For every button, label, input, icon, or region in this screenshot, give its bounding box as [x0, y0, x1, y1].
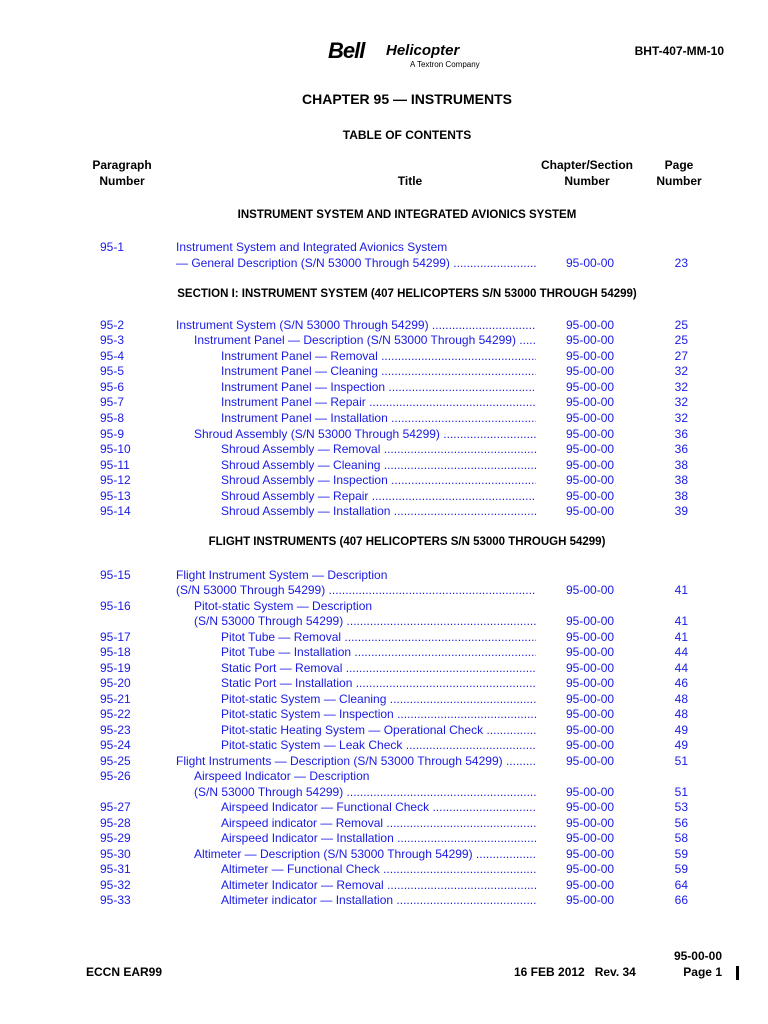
entry-title[interactable]: Instrument Panel — Inspection .....	[221, 379, 536, 395]
entry-title[interactable]: Pitot Tube — Installation .....	[221, 644, 536, 660]
toc-entry[interactable]	[0, 317, 768, 333]
entry-title[interactable]: Shroud Assembly — Installation .....	[221, 503, 536, 519]
column-header-page	[650, 157, 708, 189]
entry-number: 95-26	[100, 769, 131, 783]
column-header-page-line1: Page	[664, 158, 694, 172]
column-header-title: Title	[397, 174, 423, 188]
entry-page: 23	[674, 256, 688, 270]
toc-entry[interactable]	[0, 426, 768, 442]
entry-chapter-section: 95-00-00	[566, 411, 615, 425]
entry-number: 95-7	[100, 395, 125, 409]
toc-entry[interactable]	[0, 737, 768, 753]
entry-page: 38	[674, 489, 688, 503]
entry-title[interactable]: Instrument Panel — Removal .....	[221, 348, 536, 364]
column-header-page-line2: Number	[656, 174, 702, 188]
entry-title[interactable]: Altimeter indicator — Installation .....	[221, 892, 536, 908]
entry-number: 95-32	[100, 878, 131, 892]
entry-number: 95-30	[100, 847, 131, 861]
entry-number: 95-16	[100, 599, 131, 613]
entry-title[interactable]: Shroud Assembly — Cleaning .....	[221, 457, 536, 473]
entry-page: 48	[674, 707, 688, 721]
logo-brand: Bell	[328, 38, 365, 63]
entry-number: 95-19	[100, 661, 131, 675]
entry-number: 95-18	[100, 645, 131, 659]
entry-title[interactable]: Shroud Assembly — Repair .....	[221, 488, 536, 504]
entry-page: 51	[674, 754, 688, 768]
toc-entry[interactable]	[0, 691, 768, 707]
toc-entry[interactable]	[0, 768, 768, 784]
entry-chapter-section: 95-00-00	[566, 862, 615, 876]
toc-entry[interactable]	[0, 598, 768, 614]
entry-number: 95-8	[100, 411, 125, 425]
toc-entry[interactable]	[0, 488, 768, 504]
entry-number: 95-23	[100, 723, 131, 737]
entry-page: 41	[674, 614, 688, 628]
entry-number: 95-21	[100, 692, 131, 706]
toc-entry[interactable]	[0, 784, 768, 800]
toc-entry[interactable]	[0, 660, 768, 676]
column-header-chsec-line1: Chapter/Section	[540, 158, 633, 172]
entry-number: 95-1	[100, 240, 125, 254]
entry-number: 95-24	[100, 738, 131, 752]
toc-entry[interactable]	[0, 644, 768, 660]
entry-chapter-section: 95-00-00	[566, 785, 615, 799]
entry-chapter-section: 95-00-00	[566, 754, 615, 768]
entry-page: 48	[674, 692, 688, 706]
entry-chapter-section: 95-00-00	[566, 395, 615, 409]
entry-title[interactable]: (S/N 53000 Through 54299) .....	[194, 784, 536, 800]
entry-chapter-section: 95-00-00	[566, 878, 615, 892]
entry-page: 64	[674, 878, 688, 892]
chapter-title: CHAPTER 95 — INSTRUMENTS	[301, 91, 513, 107]
entry-chapter-section: 95-00-00	[566, 489, 615, 503]
entry-page: 58	[674, 831, 688, 845]
entry-page: 46	[674, 676, 688, 690]
toc-entry[interactable]	[0, 846, 768, 862]
entry-page: 59	[674, 847, 688, 861]
entry-chapter-section: 95-00-00	[566, 614, 615, 628]
toc-entry[interactable]	[0, 239, 768, 255]
entry-title[interactable]: (S/N 53000 Through 54299) .....	[176, 582, 536, 598]
entry-page: 41	[674, 583, 688, 597]
entry-page: 32	[674, 364, 688, 378]
entry-number: 95-15	[100, 568, 131, 582]
entry-chapter-section: 95-00-00	[566, 630, 615, 644]
entry-chapter-section: 95-00-00	[566, 504, 615, 518]
entry-number: 95-4	[100, 349, 125, 363]
footer-section-number: 95-00-00	[673, 949, 722, 963]
entry-chapter-section: 95-00-00	[566, 256, 615, 270]
toc-entry[interactable]	[0, 629, 768, 645]
column-header-paragraph	[84, 157, 160, 189]
entry-title[interactable]: Pitot-static System — Cleaning .....	[221, 691, 536, 707]
entry-number: 95-28	[100, 816, 131, 830]
entry-page: 49	[674, 738, 688, 752]
entry-chapter-section: 95-00-00	[566, 473, 615, 487]
document-number: BHT-407-MM-10	[634, 44, 724, 58]
revision-change-bar	[736, 966, 739, 980]
entry-chapter-section: 95-00-00	[566, 692, 615, 706]
entry-title[interactable]: Shroud Assembly — Removal .....	[221, 441, 536, 457]
entry-page: 32	[674, 395, 688, 409]
toc-entry[interactable]	[0, 503, 768, 519]
entry-chapter-section: 95-00-00	[566, 816, 615, 830]
section-heading: FLIGHT INSTRUMENTS (407 HELICOPTERS S/N 53000 THROUGH 54299)	[208, 536, 606, 548]
toc-entry[interactable]	[0, 394, 768, 410]
toc-entry[interactable]	[0, 363, 768, 379]
toc-entry[interactable]	[0, 457, 768, 473]
entry-number: 95-22	[100, 707, 131, 721]
entry-page: 56	[674, 816, 688, 830]
entry-chapter-section: 95-00-00	[566, 458, 615, 472]
entry-title[interactable]: Altimeter — Functional Check .....	[221, 861, 536, 877]
entry-title[interactable]: Pitot Tube — Removal .....	[221, 629, 536, 645]
column-header-paragraph-line2: Number	[99, 174, 145, 188]
section-heading: SECTION I: INSTRUMENT SYSTEM (407 HELICOPTERS S/N 53000 THROUGH 54299)	[177, 288, 637, 300]
entry-number: 95-10	[100, 442, 131, 456]
toc-entry[interactable]	[0, 379, 768, 395]
entry-page: 32	[674, 380, 688, 394]
entry-chapter-section: 95-00-00	[566, 707, 615, 721]
entry-number: 95-13	[100, 489, 131, 503]
entry-chapter-section: 95-00-00	[566, 847, 615, 861]
toc-entry[interactable]	[0, 830, 768, 846]
entry-page: 32	[674, 411, 688, 425]
toc-entry[interactable]	[0, 472, 768, 488]
entry-page: 39	[674, 504, 688, 518]
toc-title: TABLE OF CONTENTS	[342, 128, 472, 142]
entry-title[interactable]: Pitot-static System — Inspection .....	[221, 706, 536, 722]
toc-entry[interactable]	[0, 706, 768, 722]
column-header-chsec-line2: Number	[564, 174, 610, 188]
entry-number: 95-27	[100, 800, 131, 814]
entry-number: 95-11	[100, 458, 130, 472]
entry-title[interactable]: Instrument System (S/N 53000 Through 54299) .....	[176, 317, 536, 333]
entry-title[interactable]: Flight Instruments — Description (S/N 53000 Through 54299) .....	[176, 753, 536, 769]
entry-title[interactable]: Static Port — Installation .....	[221, 675, 536, 691]
entry-number: 95-17	[100, 630, 131, 644]
entry-number: 95-5	[100, 364, 125, 378]
toc-entry[interactable]	[0, 799, 768, 815]
entry-chapter-section: 95-00-00	[566, 427, 615, 441]
entry-chapter-section: 95-00-00	[566, 676, 615, 690]
entry-chapter-section: 95-00-00	[566, 380, 615, 394]
footer-page-number: Page 1	[683, 965, 722, 979]
toc-entry[interactable]	[0, 753, 768, 769]
entry-page: 66	[674, 893, 688, 907]
toc-entry[interactable]	[0, 815, 768, 831]
toc-entry[interactable]	[0, 877, 768, 893]
entry-number: 95-14	[100, 504, 131, 518]
entry-chapter-section: 95-00-00	[566, 893, 615, 907]
entry-chapter-section: 95-00-00	[566, 333, 615, 347]
entry-chapter-section: 95-00-00	[566, 800, 615, 814]
entry-page: 53	[674, 800, 688, 814]
entry-title[interactable]: Pitot-static Heating System — Operational Check .....	[221, 722, 536, 738]
toc-entry[interactable]	[0, 675, 768, 691]
entry-title[interactable]: Airspeed Indicator — Description	[194, 769, 370, 783]
entry-title[interactable]: Altimeter — Description (S/N 53000 Through 54299) .....	[194, 846, 536, 862]
toc-entry[interactable]	[0, 582, 768, 598]
entry-number: 95-2	[100, 318, 125, 332]
entry-chapter-section: 95-00-00	[566, 723, 615, 737]
entry-page: 38	[674, 473, 688, 487]
entry-title[interactable]: Flight Instrument System — Description	[176, 568, 388, 582]
entry-number: 95-6	[100, 380, 125, 394]
entry-page: 44	[674, 645, 688, 659]
entry-chapter-section: 95-00-00	[566, 583, 615, 597]
entry-page: 41	[674, 630, 688, 644]
entry-chapter-section: 95-00-00	[566, 318, 615, 332]
toc-entry[interactable]	[0, 410, 768, 426]
toc-entry[interactable]	[0, 613, 768, 629]
entry-title[interactable]: — General Description (S/N 53000 Through 54299) .....	[176, 255, 536, 271]
entry-number: 95-29	[100, 831, 131, 845]
entry-title[interactable]: Pitot-static System — Description	[194, 599, 373, 613]
entry-number: 95-25	[100, 754, 131, 768]
toc-entry[interactable]	[0, 441, 768, 457]
toc-entry[interactable]	[0, 861, 768, 877]
section-heading: INSTRUMENT SYSTEM AND INTEGRATED AVIONICS SYSTEM	[237, 209, 577, 221]
toc-entry[interactable]	[0, 348, 768, 364]
toc-entry[interactable]	[0, 892, 768, 908]
entry-title[interactable]: Airspeed Indicator — Functional Check .....	[221, 799, 536, 815]
entry-title[interactable]: Instrument Panel — Repair .....	[221, 394, 536, 410]
toc-entry[interactable]	[0, 567, 768, 583]
toc-entry[interactable]	[0, 722, 768, 738]
column-header-chapter-section	[532, 157, 642, 189]
entry-title[interactable]: Instrument Panel — Cleaning .....	[221, 363, 536, 379]
entry-page: 25	[674, 318, 688, 332]
logo-product: Helicopter	[386, 42, 460, 59]
entry-page: 36	[674, 427, 688, 441]
toc-entry[interactable]	[0, 332, 768, 348]
entry-title[interactable]: Airspeed Indicator — Installation .....	[221, 830, 536, 846]
entry-chapter-section: 95-00-00	[566, 645, 615, 659]
bell-helicopter-logo	[328, 38, 498, 72]
entry-title[interactable]: Shroud Assembly — Inspection .....	[221, 472, 536, 488]
entry-page: 36	[674, 442, 688, 456]
entry-page: 25	[674, 333, 688, 347]
entry-title[interactable]: Static Port — Removal .....	[221, 660, 536, 676]
entry-chapter-section: 95-00-00	[566, 442, 615, 456]
entry-title[interactable]: Instrument Panel — Description (S/N 53000 Through 54299) .....	[194, 332, 536, 348]
entry-number: 95-3	[100, 333, 125, 347]
entry-title[interactable]: Pitot-static System — Leak Check .....	[221, 737, 536, 753]
entry-chapter-section: 95-00-00	[566, 661, 615, 675]
entry-chapter-section: 95-00-00	[566, 364, 615, 378]
entry-number: 95-20	[100, 676, 131, 690]
entry-number: 95-31	[100, 862, 131, 876]
entry-page: 27	[674, 349, 688, 363]
entry-number: 95-12	[100, 473, 131, 487]
entry-title[interactable]: Instrument System and Integrated Avionics System	[176, 240, 448, 254]
entry-page: 38	[674, 458, 688, 472]
entry-page: 49	[674, 723, 688, 737]
entry-chapter-section: 95-00-00	[566, 738, 615, 752]
entry-page: 51	[674, 785, 688, 799]
footer-date-revision: 16 FEB 2012 Rev. 34	[514, 965, 636, 979]
entry-title[interactable]: Shroud Assembly (S/N 53000 Through 54299) .....	[194, 426, 536, 442]
entry-title[interactable]: Airspeed indicator — Removal .....	[221, 815, 536, 831]
entry-page: 44	[674, 661, 688, 675]
column-header-paragraph-line1: Paragraph	[92, 158, 152, 172]
entry-number: 95-9	[100, 427, 125, 441]
entry-number: 95-33	[100, 893, 131, 907]
toc-entry[interactable]	[0, 255, 768, 271]
entry-title[interactable]: Instrument Panel — Installation .....	[221, 410, 536, 426]
entry-chapter-section: 95-00-00	[566, 831, 615, 845]
entry-chapter-section: 95-00-00	[566, 349, 615, 363]
entry-title[interactable]: (S/N 53000 Through 54299) .....	[194, 613, 536, 629]
entry-title[interactable]: Altimeter Indicator — Removal .....	[221, 877, 536, 893]
footer-eccn: ECCN EAR99	[86, 965, 163, 979]
logo-tagline: A Textron Company	[410, 60, 480, 69]
entry-page: 59	[674, 862, 688, 876]
